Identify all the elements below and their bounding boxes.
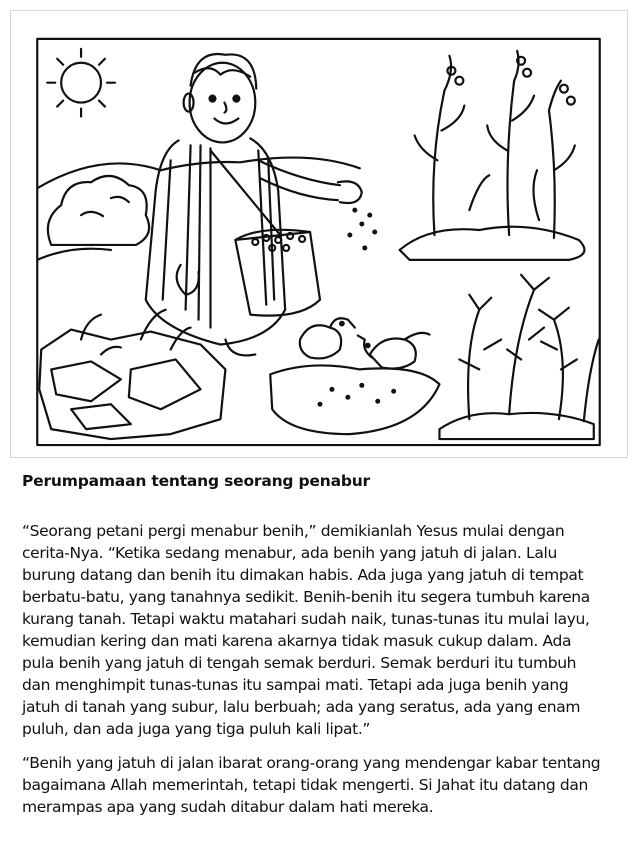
paragraph-line: bagaimana Allah memerintah, tetapi tidak mengerti. Si Jahat itu datang dan bbox=[22, 776, 589, 794]
paragraph-line: “Seorang petani pergi menabur benih,” demikianlah Yesus mulai dengan bbox=[22, 522, 565, 540]
paragraph-line: puluh, dan ada juga yang tiga puluh kali lipat.” bbox=[22, 720, 371, 738]
hill-line bbox=[37, 158, 360, 189]
paragraph-1 bbox=[22, 520, 622, 740]
paragraph-line: pula benih yang jatuh di tengah semak berduri. Semak berduri itu tumbuh bbox=[22, 654, 577, 672]
paragraph-line: jatuh di tanah yang subur, lalu berbuah; ada yang seratus, ada yang enam bbox=[22, 698, 581, 716]
bush bbox=[48, 176, 149, 245]
sun-icon bbox=[47, 49, 115, 117]
hill-line bbox=[37, 249, 111, 260]
good-soil-plants bbox=[400, 51, 585, 260]
paragraph-line: cerita-Nya. “Ketika sedang menabur, ada benih yang jatuh di jalan. Lalu bbox=[22, 544, 557, 562]
path-ground bbox=[270, 365, 439, 434]
rocky-ground bbox=[39, 310, 225, 439]
sower-figure bbox=[146, 54, 362, 355]
paragraph-line: berbatu-batu, yang tanahnya sedikit. Benih-benih itu segera tumbuh karena bbox=[22, 588, 590, 606]
illustration-border bbox=[37, 39, 599, 445]
birds bbox=[300, 318, 430, 368]
paragraph-line: merampas apa yang sudah ditabur dalam hati mereka. bbox=[22, 798, 434, 816]
story-text bbox=[22, 471, 622, 818]
paragraph-line: kurang tanah. Tetapi waktu matahari sudah naik, tunas-tunas itu mulai layu, bbox=[22, 610, 590, 628]
paragraph-2 bbox=[22, 752, 622, 818]
thorny-plants bbox=[439, 275, 598, 439]
paragraph-line: kemudian kering dan mati karena akarnya tidak masuk cukup dalam. Ada bbox=[22, 632, 572, 650]
sower-illustration bbox=[11, 11, 627, 457]
seed-bag bbox=[235, 232, 320, 316]
paragraph-line: burung datang dan benih itu dimakan habis. Ada juga yang jatuh di tempat bbox=[22, 566, 584, 584]
paragraph-line: “Benih yang jatuh di jalan ibarat orang-orang yang mendengar kabar tentang bbox=[22, 754, 601, 772]
illustration-frame bbox=[10, 10, 628, 458]
paragraph-line: dan menghimpit tunas-tunas itu sampai mati. Tetapi ada juga benih yang bbox=[22, 676, 569, 694]
seeds bbox=[318, 208, 397, 407]
story-title: Perumpamaan tentang seorang penabur bbox=[22, 472, 371, 490]
